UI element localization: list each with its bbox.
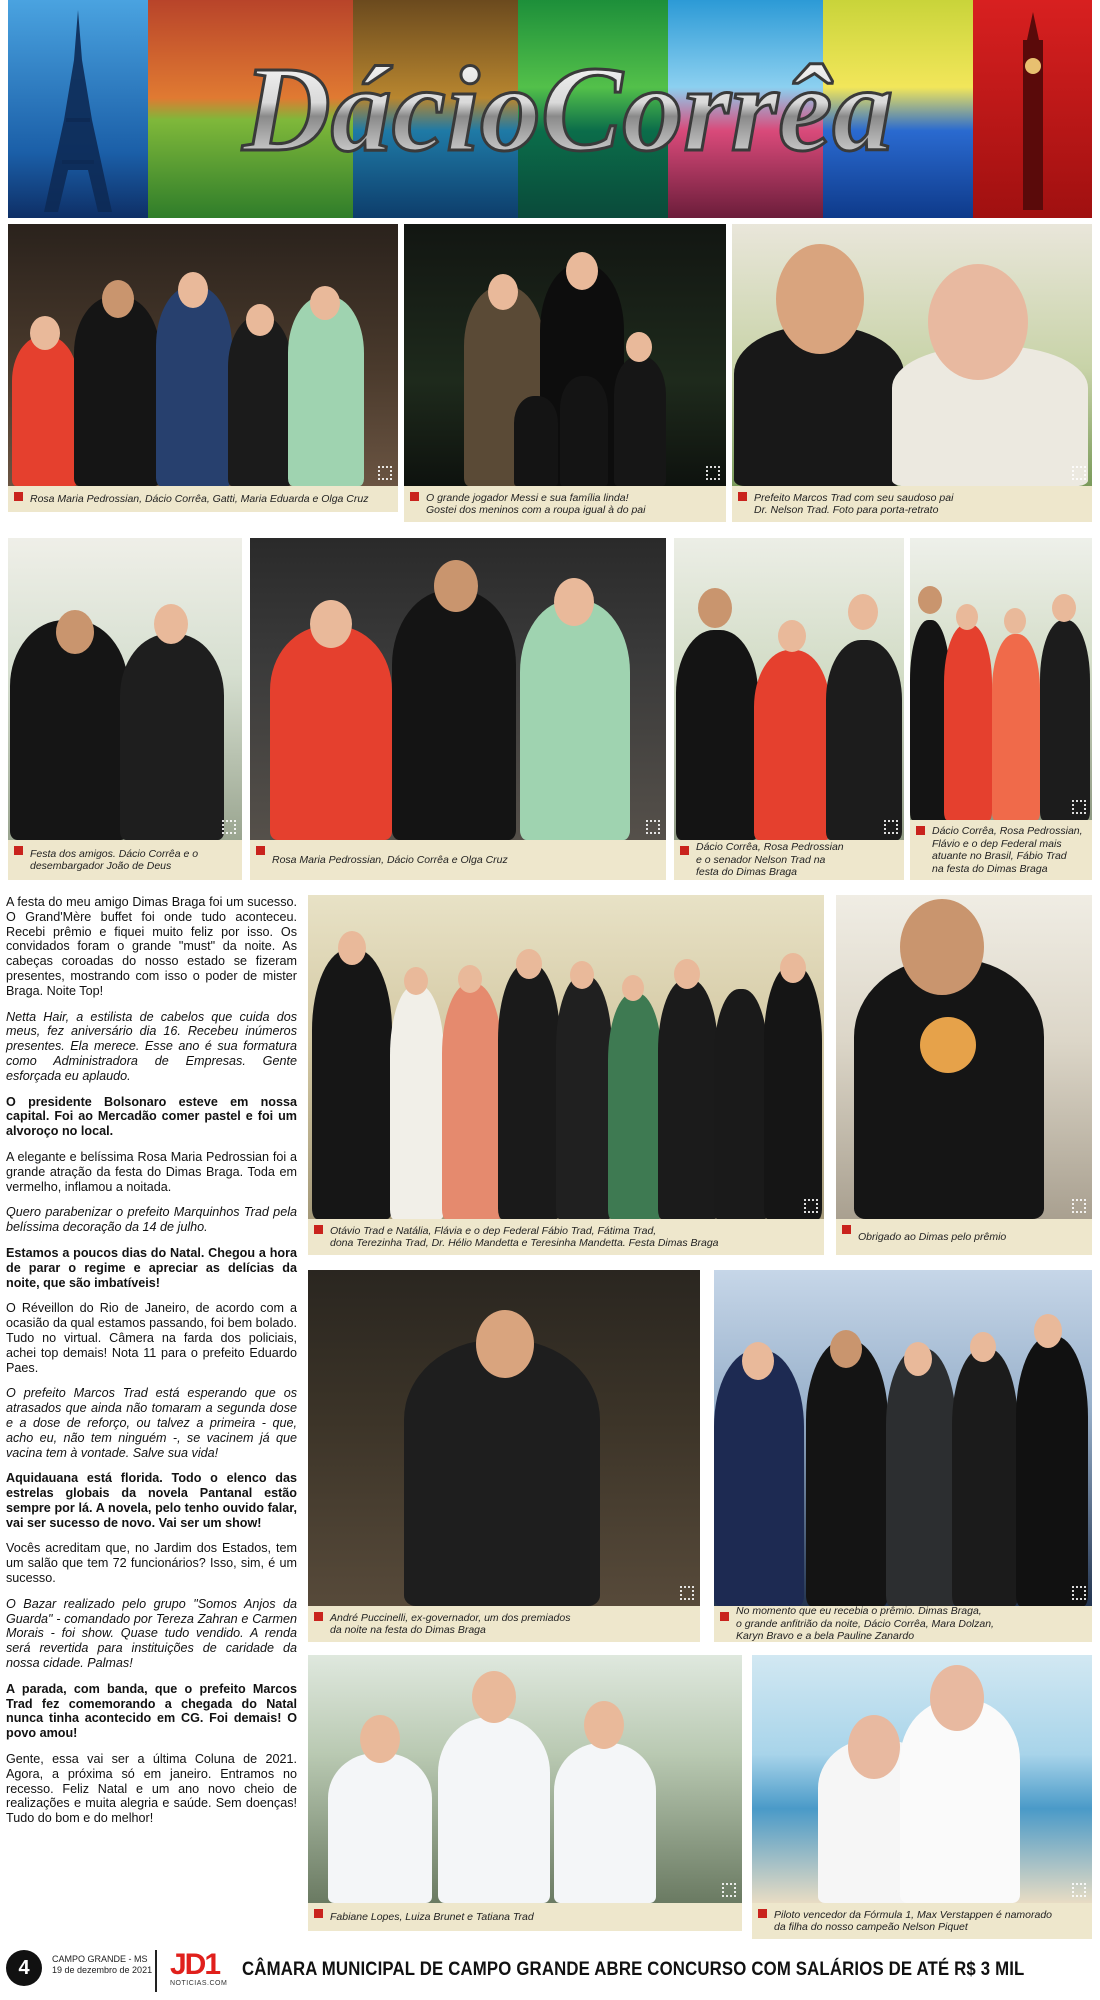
footer-divider bbox=[155, 1950, 157, 1992]
caption-photo-12: Fabiane Lopes, Luiza Brunet e Tatiana Trad bbox=[308, 1903, 742, 1931]
photo-dacio-award bbox=[836, 895, 1092, 1219]
photo-trad-mandetta-group bbox=[308, 895, 824, 1219]
caption-photo-2: O grande jogador Messi e sua família linda! Gostei dos meninos com a roupa igual à do pai bbox=[404, 486, 726, 522]
photo-award-moment bbox=[714, 1270, 1092, 1606]
column-article bbox=[6, 895, 297, 1837]
photo-dacio-rosa-nelson bbox=[674, 538, 904, 840]
photo-messi-family bbox=[404, 224, 726, 486]
jd1-logo-text: JD1 bbox=[170, 1948, 220, 1981]
caption-photo-11: No momento que eu recebia o prêmio. Dimas Braga, o grande anfitrião da noite, Dácio Corrêa, Mara Dolzan, Karyn Bravo e a bela Pauline Zanardo bbox=[714, 1606, 1092, 1642]
caption-photo-1: Rosa Maria Pedrossian, Dácio Corrêa, Gatti, Maria Eduarda e Olga Cruz bbox=[8, 486, 398, 512]
article-paragraph: A parada, com banda, que o prefeito Marcos Trad fez comemorando a chegada do Natal nunca tinha acontecido em CG. Foi demais! O povo amou! bbox=[6, 1681, 297, 1741]
edition-date: 19 de dezembro de 2021 bbox=[52, 1965, 153, 1975]
article-paragraph: O Réveillon do Rio de Janeiro, de acordo com a ocasião da qual estamos passando, foi bem bolado. Tudo no virtual. Câmera na farda dos policiais, achei top demais! Nota 11 para o prefeito Eduardo Paes. bbox=[6, 1301, 297, 1375]
article-paragraph: Gente, essa vai ser a última Coluna de 2021. Agora, a próxima só em janeiro. Entramos no recesso. Feliz Natal e um ano novo cheio de realizações e muita alegria e saúde. Sem doenças! Tudo do bom e do melhor! bbox=[6, 1752, 297, 1826]
photo-fabiane-luiza-tatiana bbox=[308, 1655, 742, 1903]
photo-rosa-dacio-olga bbox=[250, 538, 666, 840]
page-footer bbox=[0, 1942, 1100, 2000]
jd1-logo-subtitle: NOTICIAS.COM bbox=[170, 1980, 228, 1987]
caption-photo-3: Prefeito Marcos Trad com seu saudoso pai Dr. Nelson Trad. Foto para porta-retrato bbox=[732, 486, 1092, 522]
article-paragraph: O presidente Bolsonaro esteve em nossa capital. Foi ao Mercadão comer pastel e foi um alvoroço no local. bbox=[6, 1094, 297, 1139]
article-paragraph: A festa do meu amigo Dimas Braga foi um sucesso. O Grand'Mère buffet foi onde tudo aconteceu. Recebi prêmio e fiquei muito feliz por isso. Os convidados foram o grande "must" da noite. As cabeças coroadas do nosso estado se fizeram presentes, mostrando com isso o poder de mister Braga. Noite Top! bbox=[6, 895, 297, 998]
article-paragraph: Netta Hair, a estilista de cabelos que cuida dos meus, fez aniversário dia 16. Recebeu inúmeros presentes. Ela merece. Esse ano é sua formatura como Administradora de Empresas. Gente esforçada eu aplaudo. bbox=[6, 1009, 297, 1083]
footer-headline[interactable]: CÂMARA MUNICIPAL DE CAMPO GRANDE ABRE CONCURSO COM SALÁRIOS DE ATÉ R$ 3 MIL bbox=[242, 1958, 1025, 1980]
caption-photo-6: Dácio Corrêa, Rosa Pedrossian e o senador Nelson Trad na festa do Dimas Braga bbox=[674, 840, 904, 880]
photo-andre-puccinelli bbox=[308, 1270, 700, 1606]
article-paragraph: Vocês acreditam que, no Jardim dos Estados, tem um salão que tem 72 funcionários? Isso, sim, é um sucesso. bbox=[6, 1541, 297, 1586]
masthead bbox=[8, 0, 1092, 218]
caption-photo-5: Rosa Maria Pedrossian, Dácio Corrêa e Olga Cruz bbox=[250, 840, 666, 880]
jd1-logo[interactable] bbox=[170, 1950, 232, 1992]
caption-photo-8: Otávio Trad e Natália, Flávia e o dep Federal Fábio Trad, Fátima Trad, dona Terezinha Trad, Dr. Hélio Mandetta e Teresinha Mandetta. Festa Dimas Braga bbox=[308, 1219, 824, 1255]
caption-photo-7: Dácio Corrêa, Rosa Pedrossian, Flávio e o dep Federal mais atuante no Brasil, Fábio Trad na festa do Dimas Braga bbox=[910, 820, 1092, 880]
page-number: 4 bbox=[6, 1950, 42, 1986]
svg-text:DácioCorrêa: DácioCorrêa bbox=[242, 42, 894, 177]
article-paragraph: Quero parabenizar o prefeito Marquinhos Trad pela belíssima decoração da 14 de julho. bbox=[6, 1205, 297, 1235]
edition-info bbox=[52, 1954, 152, 1976]
article-paragraph: Estamos a poucos dias do Natal. Chegou a hora de parar o regime e apreciar as delícias da noite, que são imbatíveis! bbox=[6, 1245, 297, 1290]
article-paragraph: O prefeito Marcos Trad está esperando que os atrasados que ainda não tomaram a segunda dose e a dose de reforço, ou talvez a primeira - que, acho eu, não tem ninguém -, se vacinem já que vacina tem à vontade. Salve sua vida! bbox=[6, 1386, 297, 1460]
photo-max-verstappen bbox=[752, 1655, 1092, 1903]
photo-marcos-nelson-trad bbox=[732, 224, 1092, 486]
article-paragraph: A elegante e belíssima Rosa Maria Pedrossian foi a grande atração da festa do Dimas Braga. Toda em vermelho, inflamou a noitada. bbox=[6, 1149, 297, 1194]
photo-dacio-joao bbox=[8, 538, 242, 840]
masthead-logo bbox=[8, 0, 1092, 218]
article-paragraph: O Bazar realizado pelo grupo "Somos Anjos da Guarda" - comandado por Tereza Zahran e Carmen Morais - foi show. Quase tudo vendido. A renda será revertida para instituições de caridade da nossa cidade. Palmas! bbox=[6, 1596, 297, 1671]
photo-dacio-rosa-flavio-fabio bbox=[910, 538, 1092, 820]
caption-photo-10: André Puccinelli, ex-governador, um dos premiados da noite na festa do Dimas Braga bbox=[308, 1606, 700, 1642]
edition-city: CAMPO GRANDE - MS bbox=[52, 1954, 148, 1964]
caption-photo-4: Festa dos amigos. Dácio Corrêa e o desembargador João de Deus bbox=[8, 840, 242, 880]
photo-group-five bbox=[8, 224, 398, 486]
caption-photo-9: Obrigado ao Dimas pelo prêmio bbox=[836, 1219, 1092, 1255]
caption-photo-13: Piloto vencedor da Fórmula 1, Max Verstappen é namorado da filha do nosso campeão Nelson Piquet bbox=[752, 1903, 1092, 1939]
article-paragraph: Aquidauana está florida. Todo o elenco das estrelas globais da novela Pantanal estão sempre por lá. A novela, pelo tenho ouvido falar, vai ser sucesso de novo. Vai ser um show! bbox=[6, 1471, 297, 1530]
